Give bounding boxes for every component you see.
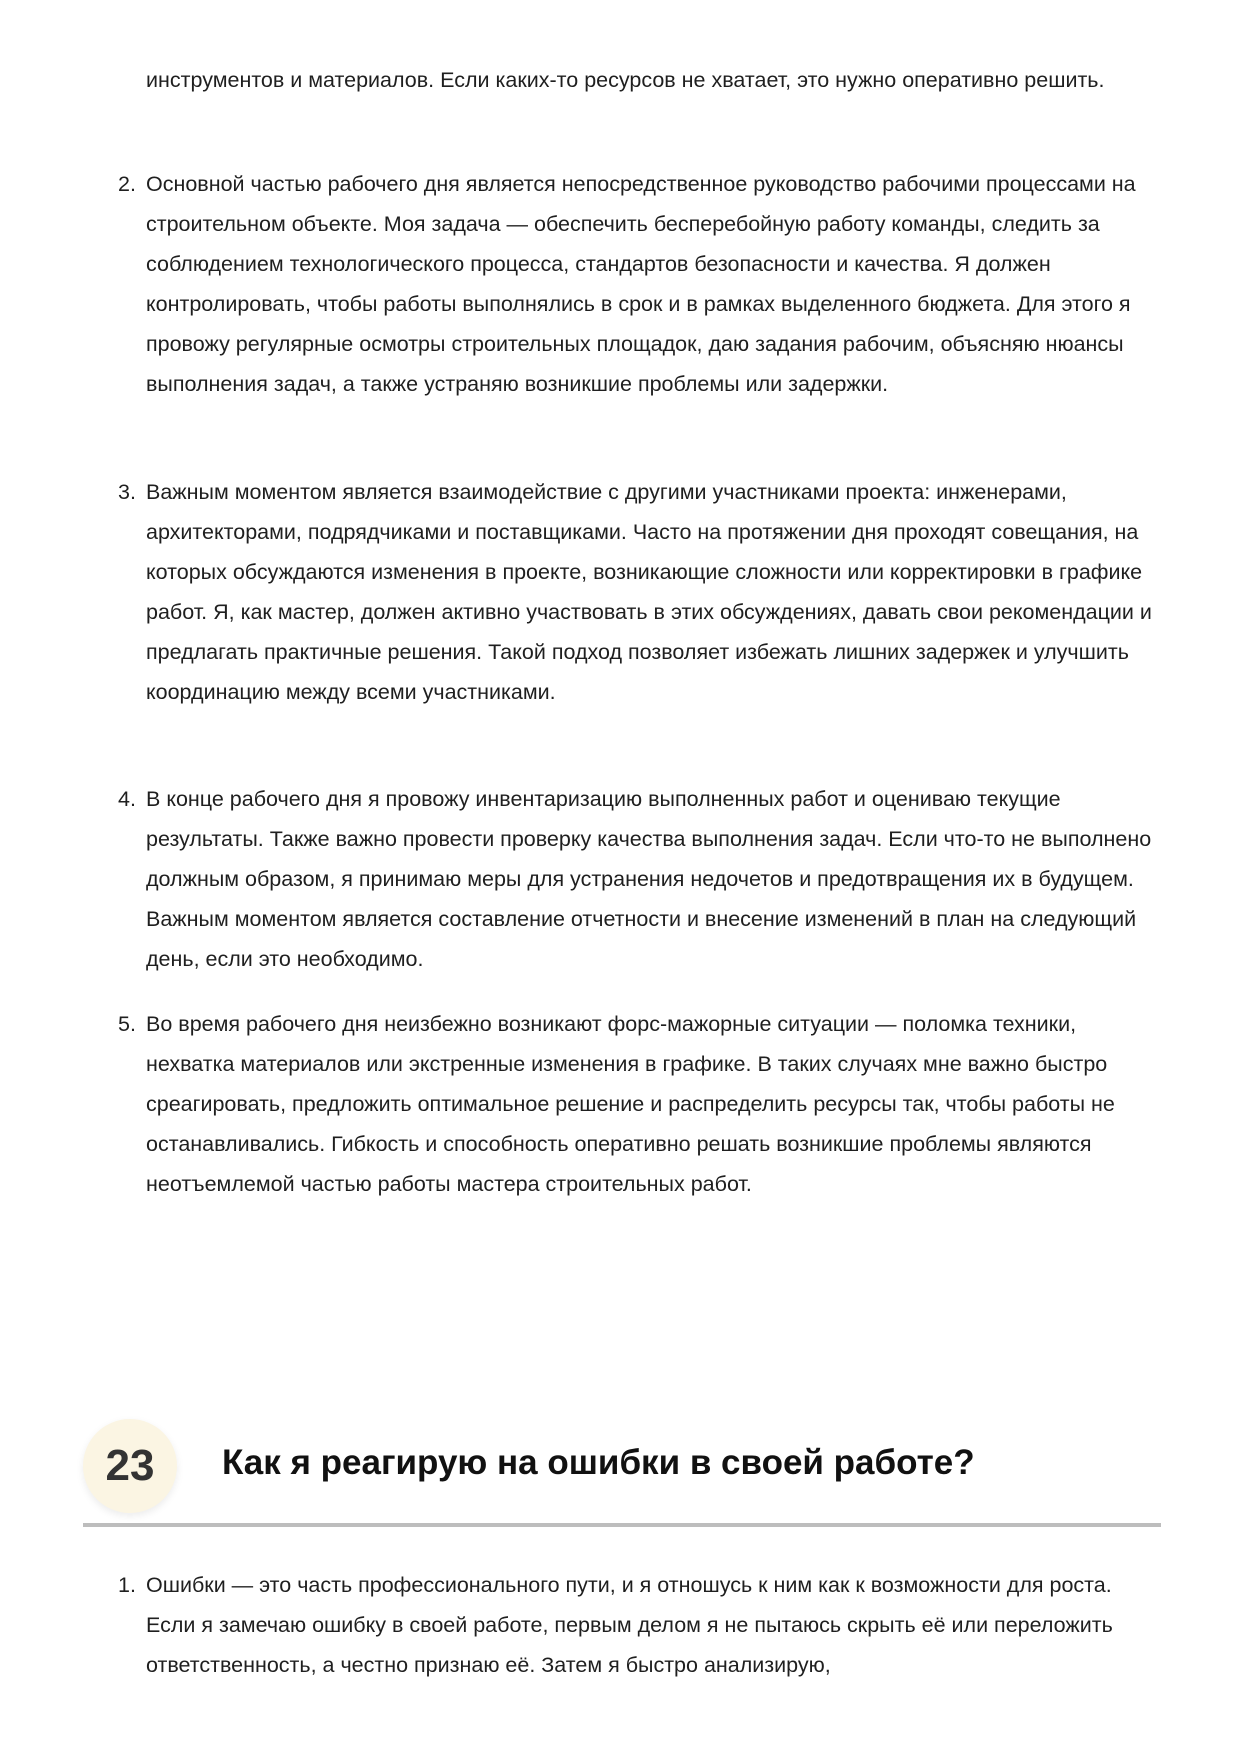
list-number: 4.: [118, 787, 136, 811]
list-item-text: Важным моментом является взаимодействие с другими участниками проекта: инженерами, архитекторами, подрядчиками и поставщиками. Часто на протяжении дня проходят совещания, на которых обсуждаются изменения в проекте, возникающие сложности или корректировки в графике работ. Я, как мастер, должен активно участвовать в этих обсуждениях, давать свои рекомендации и предлагать практичные решения. Такой подход позволяет избежать лишних задержек и улучшить координацию между всеми участниками.: [146, 480, 1152, 704]
list-item: [118, 779, 1166, 979]
section-heading: [83, 1415, 1161, 1527]
list-item-text: В конце рабочего дня я провожу инвентаризацию выполненных работ и оцениваю текущие результаты. Также важно провести проверку качества выполнения задач. Если что-то не выполнено должным образом, я принимаю меры для устранения недочетов и предотвращения их в будущем. Важным моментом является составление отчетности и внесение изменений в план на следующий день, если это необходимо.: [146, 787, 1152, 971]
list-number: 5.: [118, 1012, 136, 1036]
list-item: [118, 1565, 1166, 1685]
list-item: [118, 472, 1166, 712]
list-item: [118, 1004, 1166, 1204]
list-item-text: Ошибки — это часть профессионального пути, и я отношусь к ним как к возможности для роста. Если я замечаю ошибку в своей работе, первым делом я не пытаюсь скрыть её или переложить ответственность, а честно признаю её. Затем я быстро анализирую,: [146, 1573, 1113, 1677]
paragraph-continuation: инструментов и материалов. Если каких-то ресурсов не хватает, это нужно оперативно решить.: [146, 68, 1105, 92]
list-item-text: Основной частью рабочего дня является непосредственное руководство рабочими процессами на строительном объекте. Моя задача — обеспечить бесперебойную работу команды, следить за соблюдением технологического процесса, стандартов безопасности и качества. Я должен контролировать, чтобы работы выполнялись в срок и в рамках выделенного бюджета. Для этого я провожу регулярные осмотры строительных площадок, даю задания рабочим, объясняю нюансы выполнения задач, а также устраняю возникшие проблемы или задержки.: [146, 172, 1136, 396]
list-item-text: Во время рабочего дня неизбежно возникают форс-мажорные ситуации — поломка техники, нехватка материалов или экстренные изменения в графике. В таких случаях мне важно быстро среагировать, предложить оптимальное решение и распределить ресурсы так, чтобы работы не останавливались. Гибкость и способность оперативно решать возникшие проблемы являются неотъемлемой частью работы мастера строительных работ.: [146, 1012, 1115, 1196]
list-number: 3.: [118, 480, 136, 504]
section-number-badge: 23: [83, 1419, 177, 1513]
section-title: Как я реагирую на ошибки в своей работе?: [222, 1443, 975, 1482]
list-number: 1.: [118, 1573, 136, 1597]
list-item: [118, 164, 1166, 404]
list-number: 2.: [118, 172, 136, 196]
